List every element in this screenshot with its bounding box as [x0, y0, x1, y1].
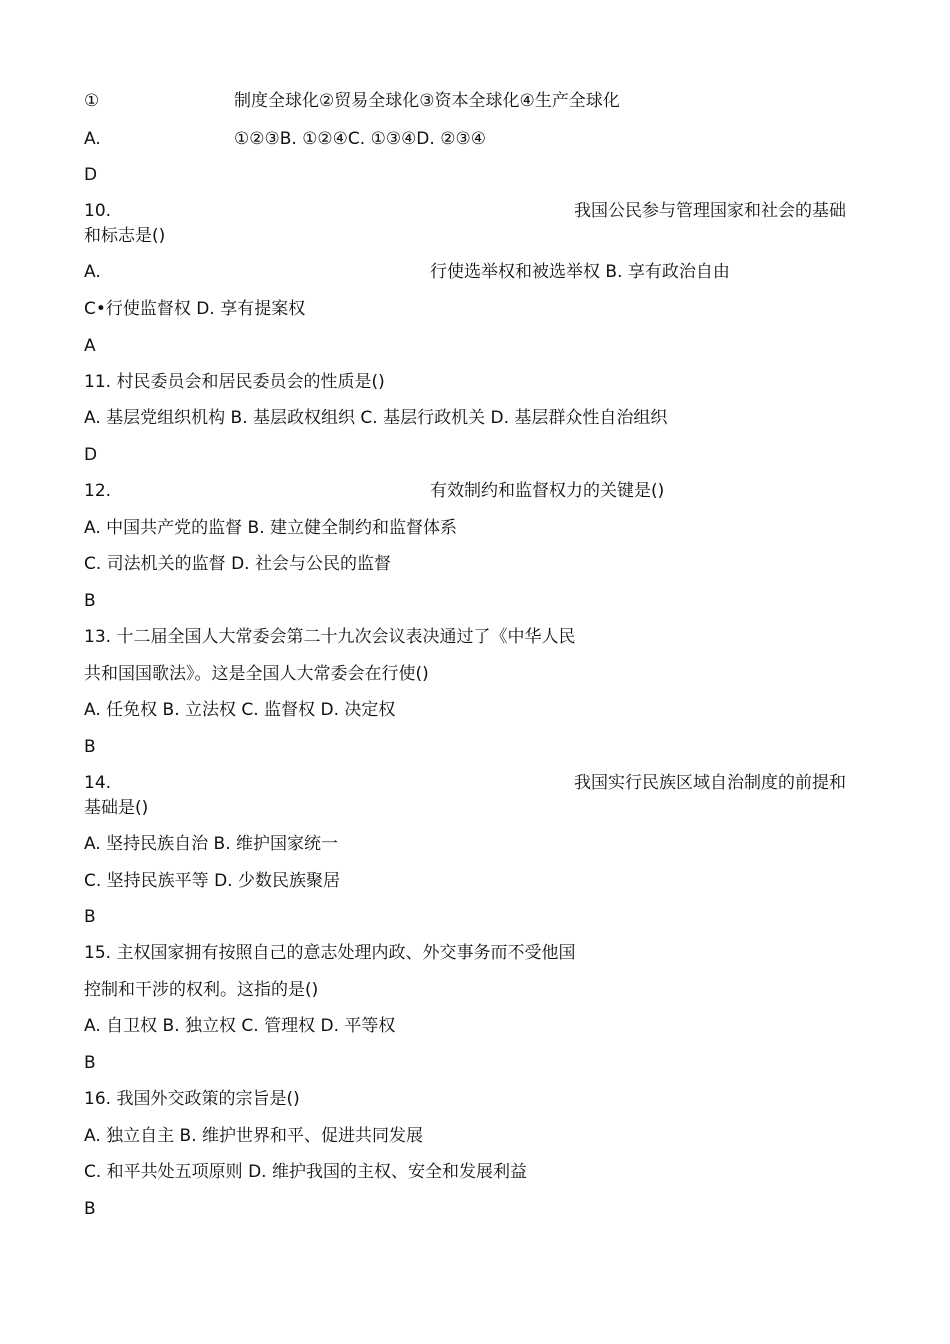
answer: B	[84, 1199, 96, 1219]
answer-choices: C. 坚持民族平等 D. 少数民族聚居	[84, 871, 340, 891]
answer: D	[84, 445, 98, 465]
question-10	[84, 199, 846, 223]
question-number: 10.	[84, 201, 112, 221]
question-continuation: 共和国国歌法》。这是全国人大常委会在行使()	[84, 664, 429, 684]
answer-choices: A. 基层党组织机构 B. 基层政权组织 C. 基层行政机关 D. 基层群众性自治组织	[84, 408, 668, 428]
question-13: 13. 十二届全国人大常委会第二十九次会议表决通过了《中华人民	[84, 627, 576, 647]
question-text: 我国公民参与管理国家和社会的基础	[574, 201, 846, 221]
question-11: 11. 村民委员会和居民委员会的性质是()	[84, 372, 385, 392]
answer-choices: A. 独立自主 B. 维护世界和平、促进共同发展	[84, 1126, 424, 1146]
answer-choices: A. 中国共产党的监督 B. 建立健全制约和监督体系	[84, 518, 458, 538]
answer: D	[84, 165, 98, 185]
choice-marker: A.	[84, 129, 101, 149]
choice-text: 行使选举权和被选举权 B. 享有政治自由	[430, 262, 730, 282]
answer-choices: C•行使监督权 D. 享有提案权	[84, 299, 306, 319]
question-16: 16. 我国外交政策的宗旨是()	[84, 1089, 300, 1109]
answer-choices: C. 司法机关的监督 D. 社会与公民的监督	[84, 554, 391, 574]
question-continuation: 基础是()	[84, 798, 149, 818]
option-text: 制度全球化②贸易全球化③资本全球化④生产全球化	[234, 91, 620, 111]
question-14	[84, 771, 846, 795]
question-number: 12.	[84, 481, 112, 501]
answer: A	[84, 336, 96, 356]
item-marker: ①	[84, 91, 100, 111]
options-line	[84, 89, 846, 113]
choice-text: ①②③B. ①②④C. ①③④D. ②③④	[234, 129, 486, 149]
choice-marker: A.	[84, 262, 101, 282]
answer-choices: A. 任免权 B. 立法权 C. 监督权 D. 决定权	[84, 700, 396, 720]
answer: B	[84, 907, 96, 927]
answer-choices: A. 自卫权 B. 独立权 C. 管理权 D. 平等权	[84, 1016, 396, 1036]
answer: B	[84, 591, 96, 611]
question-12	[84, 479, 846, 503]
answer: B	[84, 737, 96, 757]
question-number: 14.	[84, 773, 112, 793]
answer-choices	[84, 127, 846, 151]
answer-choices: C. 和平共处五项原则 D. 维护我国的主权、安全和发展利益	[84, 1162, 527, 1182]
question-text: 我国实行民族区域自治制度的前提和	[574, 773, 846, 793]
question-15: 15. 主权国家拥有按照自己的意志处理内政、外交事务而不受他国	[84, 943, 576, 963]
question-text: 有效制约和监督权力的关键是()	[430, 481, 665, 501]
answer-choices: A. 坚持民族自治 B. 维护国家统一	[84, 834, 339, 854]
question-continuation: 和标志是()	[84, 226, 166, 246]
answer: B	[84, 1053, 96, 1073]
answer-choices	[84, 260, 846, 284]
question-continuation: 控制和干涉的权利。这指的是()	[84, 980, 319, 1000]
